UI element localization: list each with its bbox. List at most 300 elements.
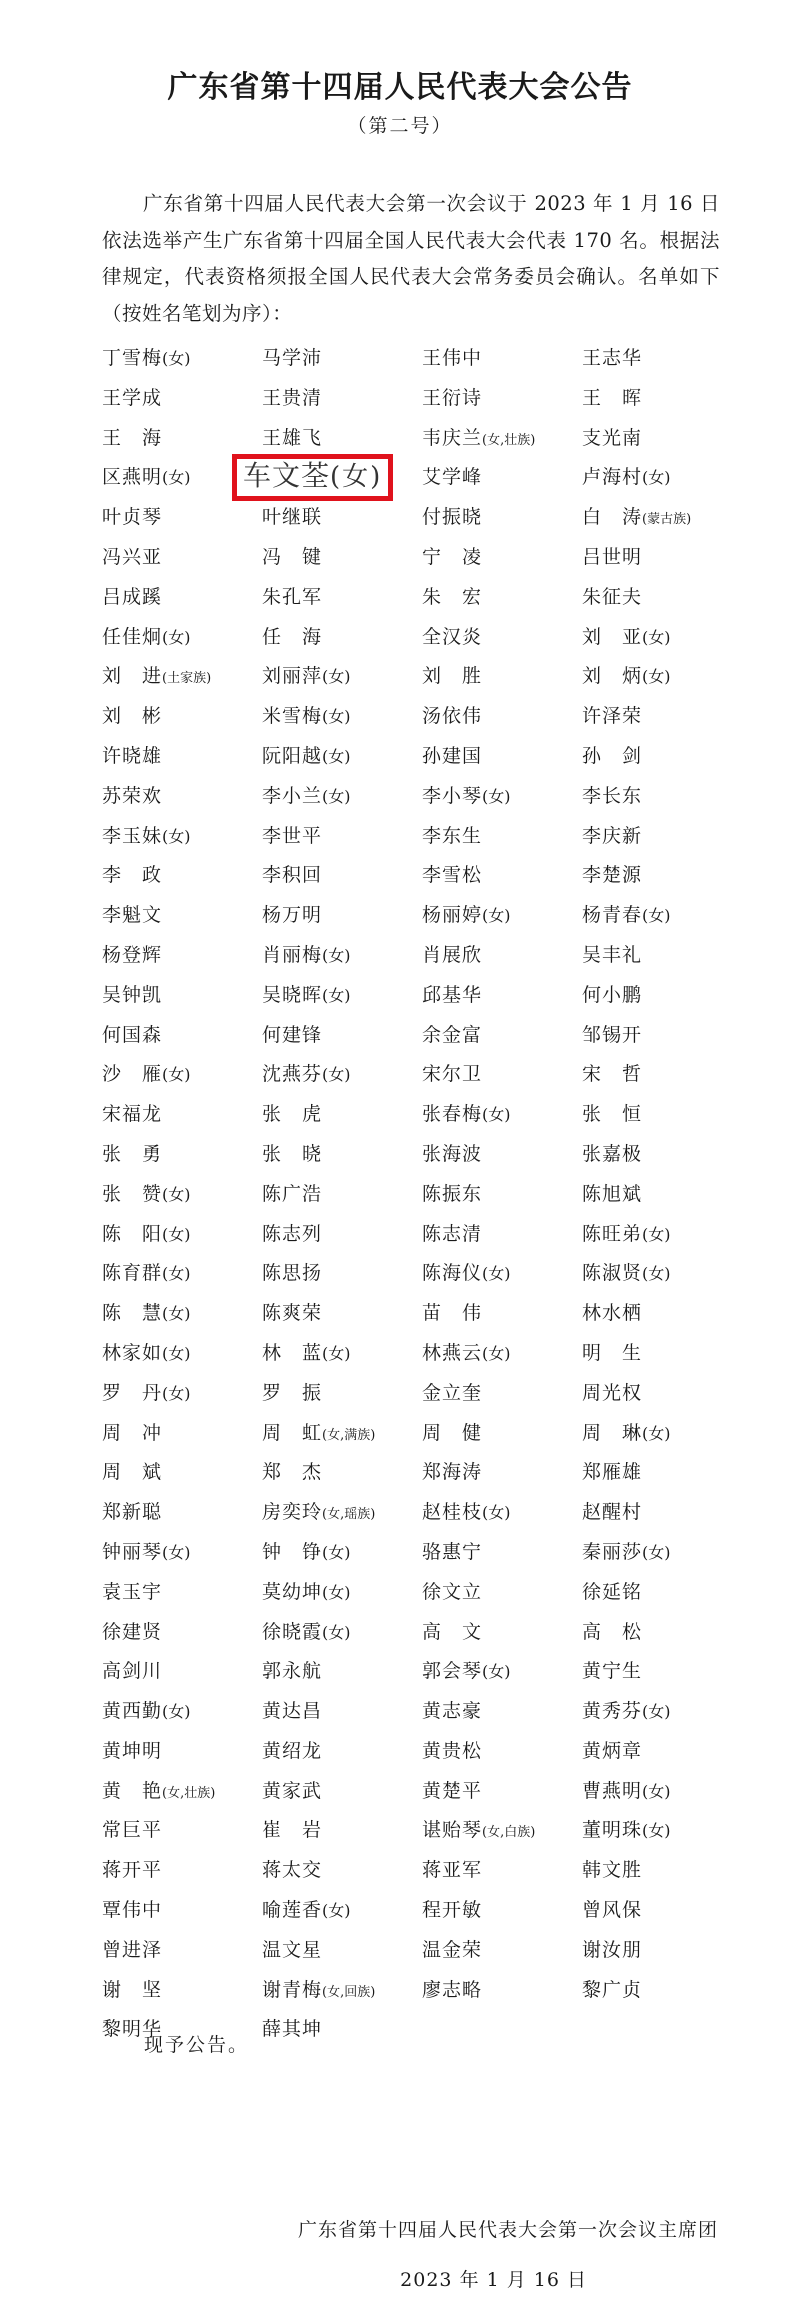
deputy-entry [102,704,162,728]
deputy-entry [102,1023,162,1047]
deputy-entry [102,1858,162,1882]
deputy-entry [102,664,211,691]
deputy-entry [422,824,482,848]
deputy-name: 郑 杰 [262,1461,323,1484]
deputy-name: 全汉炎 [422,625,483,648]
deputy-entry [102,1659,162,1683]
deputy-annotation: (女) [162,1224,191,1244]
deputy-entry [582,1699,671,1724]
deputy-entry [102,1739,162,1763]
deputy-name: 黄坤明 [102,1739,163,1762]
name-row [102,1301,742,1341]
deputy-name: 莫幼坤 [262,1580,323,1603]
deputy-name: 刘 胜 [422,665,483,688]
deputy-entry [422,983,482,1007]
deputy-name: 高 松 [582,1620,643,1643]
deputy-name: 李长东 [582,784,643,807]
deputy-name: 米雪梅 [262,705,323,728]
deputy-name: 杨丽婷 [422,904,483,927]
name-row [102,386,742,426]
deputy-annotation: (女) [482,786,511,806]
deputy-name: 金立奎 [422,1381,483,1404]
deputy-name: 许泽荣 [582,705,643,728]
deputy-annotation: (女) [322,1622,351,1642]
deputy-name-list [102,346,742,2057]
deputy-entry [582,1580,642,1604]
deputy-name: 王伟中 [422,347,483,369]
name-row [102,1699,742,1739]
deputy-name: 孙 剑 [582,744,643,767]
deputy-annotation: (女) [162,1264,191,1284]
deputy-name: 徐晓霞 [262,1620,323,1643]
deputy-entry [422,1620,482,1644]
deputy-name: 覃伟中 [102,1899,163,1922]
deputy-name: 郑海涛 [422,1461,483,1484]
deputy-name: 王 海 [102,426,163,449]
name-row [102,784,742,824]
deputy-entry [582,1898,642,1922]
name-row [102,1142,742,1182]
deputy-name: 黄志豪 [422,1700,483,1723]
deputy-name: 赵醒村 [582,1501,643,1524]
deputy-entry [102,1779,215,1806]
name-row [102,1261,742,1301]
name-row [102,1062,742,1102]
deputy-entry [102,1938,162,1962]
deputy-entry [582,346,642,370]
deputy-annotation: (女) [322,1901,351,1921]
deputy-entry [582,824,642,848]
deputy-entry [422,1858,482,1882]
deputy-name: 赵桂枝 [422,1501,483,1524]
deputy-entry [422,1261,511,1286]
deputy-entry [102,943,162,967]
deputy-entry [262,1620,351,1645]
deputy-annotation: (女) [642,1264,671,1284]
deputy-annotation: (女) [162,1184,191,1204]
deputy-entry [422,1540,482,1564]
name-row [102,625,742,665]
deputy-name: 罗 振 [262,1381,323,1404]
name-row [102,744,742,784]
deputy-annotation: (女) [162,1343,191,1363]
deputy-entry [422,863,482,887]
deputy-name: 谢汝朋 [582,1938,643,1961]
deputy-name: 刘 炳 [582,665,643,688]
deputy-entry [262,346,322,370]
deputy-entry [262,943,351,968]
deputy-name: 沈燕芬 [262,1063,323,1086]
deputy-entry [422,784,511,809]
deputy-entry [102,1142,162,1166]
deputy-annotation: (女) [162,349,191,368]
deputy-entry [262,1102,322,1126]
deputy-annotation: (女) [642,1542,671,1562]
deputy-entry [262,664,351,689]
deputy-annotation: (女) [482,1105,511,1125]
deputy-entry [262,1739,322,1763]
deputy-name: 杨登辉 [102,943,163,966]
deputy-annotation: (女) [482,1343,511,1363]
deputy-name: 宋尔卫 [422,1063,483,1086]
deputy-entry [422,1301,482,1325]
deputy-name: 温文星 [262,1938,323,1961]
deputy-entry [582,1739,642,1763]
deputy-entry [262,1938,322,1962]
deputy-annotation: (女) [162,1542,191,1562]
deputy-entry [262,1858,322,1882]
deputy-name: 黄绍龙 [262,1739,323,1762]
deputy-name: 刘丽萍 [262,665,323,688]
deputy-name: 房奕玲 [262,1501,323,1524]
name-row [102,505,742,545]
deputy-name: 徐延铭 [582,1580,643,1603]
deputy-entry [422,585,482,609]
deputy-name: 周 虹 [262,1421,323,1444]
deputy-entry [422,1978,482,2002]
deputy-name: 周 健 [422,1421,483,1444]
deputy-entry [422,1898,482,1922]
deputy-name: 李小兰 [262,784,323,807]
name-row [102,1938,742,1978]
deputy-entry [582,1222,671,1247]
deputy-entry [582,1978,642,2002]
deputy-entry [102,1421,162,1445]
deputy-name: 沙 雁 [102,1063,163,1086]
deputy-name: 汤依伟 [422,705,483,728]
deputy-entry [262,903,322,927]
name-row [102,1858,742,1898]
deputy-name: 林水栖 [582,1302,643,1325]
deputy-entry [422,625,482,649]
deputy-name: 张 赞 [102,1182,163,1205]
deputy-entry [582,704,642,728]
deputy-name: 陈淑贤 [582,1262,643,1285]
deputy-name: 黄 艳 [102,1779,163,1802]
deputy-entry [102,545,162,569]
deputy-annotation: (女) [642,1224,671,1244]
deputy-name: 朱征夫 [582,585,643,608]
name-row [102,1540,742,1580]
deputy-name: 喻莲香 [262,1899,323,1922]
deputy-name: 谢 坚 [102,1978,163,2001]
deputy-name: 宁 凌 [422,545,483,568]
deputy-name: 宋福龙 [102,1103,163,1126]
name-row [102,1023,742,1063]
deputy-entry [422,1341,511,1366]
deputy-entry [262,1301,322,1325]
deputy-name: 薛其坤 [262,2018,323,2041]
deputy-entry [262,1222,322,1246]
deputy-entry [102,1381,191,1406]
deputy-name: 杨万明 [262,904,323,927]
deputy-entry [102,1898,162,1922]
deputy-entry [262,1381,322,1405]
deputy-annotation: (女,白族) [482,1825,536,1841]
deputy-name: 罗 丹 [102,1381,163,1404]
deputy-entry [102,1818,162,1842]
deputy-name: 吴晓晖 [262,983,323,1006]
deputy-entry [582,1341,642,1365]
deputy-entry [582,664,671,689]
name-row [102,664,742,704]
deputy-name: 李小琴 [422,784,483,807]
deputy-entry [422,1938,482,1962]
deputy-entry [102,585,162,609]
deputy-name: 郑雁雄 [582,1461,643,1484]
deputy-entry [422,1142,482,1166]
deputy-entry [582,1938,642,1962]
deputy-name: 黄贵松 [422,1739,483,1762]
deputy-name: 陈 阳 [102,1222,163,1245]
deputy-entry [262,863,322,887]
deputy-name: 邱基华 [422,983,483,1006]
deputy-name: 骆惠宁 [422,1540,483,1563]
deputy-entry [102,1341,191,1366]
deputy-annotation: (女) [322,746,351,766]
deputy-annotation: (女) [322,1582,351,1602]
deputy-entry [102,1102,162,1126]
deputy-name: 刘 彬 [102,705,163,728]
deputy-entry [262,1818,322,1842]
deputy-annotation: (女) [322,1542,351,1562]
name-row [102,1818,742,1858]
deputy-entry [102,1978,162,2002]
deputy-annotation: (女) [642,906,671,926]
deputy-name: 周 斌 [102,1461,163,1484]
deputy-annotation: (女) [330,462,383,493]
deputy-name: 支光南 [582,426,643,449]
deputy-entry [262,1779,322,1803]
deputy-name: 林燕云 [422,1341,483,1364]
deputy-name: 袁玉宇 [102,1580,163,1603]
deputy-name: 周光权 [582,1381,643,1404]
deputy-name: 周 琳 [582,1421,643,1444]
deputy-entry [422,426,535,453]
deputy-entry [262,1500,375,1527]
deputy-annotation: (女) [162,1065,191,1085]
deputy-name: 王志华 [582,347,643,369]
deputy-annotation: (女) [322,1065,351,1085]
deputy-entry [582,505,691,532]
deputy-entry [582,465,671,490]
deputy-entry [262,1023,322,1047]
deputy-name: 李玉妹 [102,824,163,847]
deputy-entry [422,1500,511,1525]
deputy-entry [582,1102,642,1126]
name-row [102,1421,742,1461]
deputy-name: 林 蓝 [262,1341,323,1364]
name-row [102,1341,742,1381]
deputy-name: 徐文立 [422,1580,483,1603]
deputy-entry [262,426,322,450]
deputy-annotation: (女) [162,1702,191,1722]
deputy-entry [582,625,671,650]
deputy-name: 董明珠 [582,1819,643,1842]
deputy-entry [582,386,642,410]
deputy-name: 许晓雄 [102,744,163,767]
deputy-name: 陈海仪 [422,1262,483,1285]
deputy-annotation: (女) [322,1343,351,1363]
name-row [102,545,742,585]
deputy-name: 陈志清 [422,1222,483,1245]
deputy-name: 温金荣 [422,1938,483,1961]
deputy-entry [102,863,162,887]
deputy-annotation: (女) [642,1702,671,1722]
deputy-annotation: (女) [642,1423,671,1443]
deputy-entry [422,1182,482,1206]
deputy-name: 李积回 [262,864,323,887]
deputy-entry [422,1421,482,1445]
deputy-name: 李楚源 [582,864,643,887]
deputy-name: 廖志略 [422,1978,483,2001]
closing-text: 现予公告。 [144,2034,250,2056]
deputy-name: 李 政 [102,864,163,887]
deputy-entry [102,1062,191,1087]
deputy-entry [262,1261,322,1285]
deputy-entry [422,1739,482,1763]
deputy-entry [582,1659,642,1683]
deputy-name: 黎广贞 [582,1978,643,2001]
deputy-entry [102,1182,191,1207]
deputy-name: 明 生 [582,1341,643,1364]
deputy-annotation: (女) [162,627,191,647]
deputy-entry [582,1779,671,1804]
deputy-name: 黄西勤 [102,1700,163,1723]
deputy-entry [262,2017,322,2041]
name-row [102,1580,742,1620]
deputy-entry [102,625,191,650]
deputy-entry [582,1620,642,1644]
deputy-entry [102,1699,191,1724]
deputy-entry [102,1620,162,1644]
deputy-name: 王雄飞 [262,426,323,449]
deputy-name: 苗 伟 [422,1302,483,1325]
deputy-name: 程开敏 [422,1899,483,1922]
intro-paragraph: 广东省第十四届人民代表大会第一次会议于 2023 年 1 月 16 日依法选举产生广东省第十四届全国人民代表大会代表 170 名。根据法律规定，代表资格须报全国人民代表大会常务委员会确认。名单如下（按姓名笔划为序）： [102,192,720,325]
deputy-name: 陈 慧 [102,1302,163,1325]
deputy-annotation: (女) [482,1264,511,1284]
deputy-entry [422,1460,482,1484]
deputy-entry [102,824,191,849]
deputy-name: 宋 哲 [582,1063,643,1086]
deputy-annotation: (女) [482,906,511,926]
deputy-entry [582,784,642,808]
deputy-entry [102,983,162,1007]
deputy-name: 陈振东 [422,1182,483,1205]
deputy-name: 黄宁生 [582,1660,643,1683]
deputy-entry [262,505,322,529]
deputy-entry [262,1699,322,1723]
deputy-name: 苏荣欢 [102,784,163,807]
deputy-name: 任 海 [262,625,323,648]
deputy-entry [102,465,191,490]
deputy-entry [582,1540,671,1565]
deputy-name: 李雪松 [422,864,483,887]
deputy-entry [582,1500,642,1524]
deputy-name: 谌贻琴 [422,1819,483,1842]
deputy-entry [582,1818,671,1843]
announcement-date: 2023 年 1 月 16 日 [400,2269,587,2291]
highlighted-deputy-entry [232,454,393,501]
deputy-entry [262,1659,322,1683]
deputy-annotation: (女) [642,1821,671,1841]
name-row [102,1659,742,1699]
deputy-entry [262,625,322,649]
deputy-annotation: (女) [322,945,351,965]
name-row [102,1460,742,1500]
deputy-name: 叶继联 [262,506,323,529]
deputy-entry [262,585,322,609]
deputy-name: 林家如 [102,1341,163,1364]
deputy-name: 王衍诗 [422,386,483,409]
deputy-entry [262,1460,322,1484]
deputy-entry [262,1580,351,1605]
deputy-name: 常巨平 [102,1819,163,1842]
deputy-entry [422,1699,482,1723]
deputy-name: 郑新聪 [102,1501,163,1524]
deputy-entry [582,903,671,928]
deputy-annotation: (女) [642,1781,671,1801]
deputy-name: 何小鹏 [582,983,643,1006]
deputy-name: 冯 键 [262,545,323,568]
deputy-name: 张春梅 [422,1103,483,1126]
deputy-name: 张海波 [422,1142,483,1165]
deputy-name: 吴钟凯 [102,983,163,1006]
deputy-name: 张 勇 [102,1142,163,1165]
deputy-name: 陈思扬 [262,1262,323,1285]
deputy-name: 吕世明 [582,545,643,568]
deputy-name: 崔 岩 [262,1819,323,1842]
name-row [102,585,742,625]
deputy-entry [422,1580,482,1604]
deputy-annotation: (女) [642,468,671,488]
deputy-entry [422,1102,511,1127]
deputy-entry [422,505,482,529]
deputy-entry [262,1978,375,2005]
deputy-entry [102,426,162,450]
deputy-name: 王学成 [102,386,163,409]
deputy-name: 谢青梅 [262,1978,323,2001]
deputy-annotation: (女) [482,1503,511,1523]
deputy-entry [582,1858,642,1882]
deputy-entry [582,1142,642,1166]
deputy-name: 冯兴亚 [102,545,163,568]
deputy-name: 李魁文 [102,904,163,927]
deputy-entry [582,585,642,609]
deputy-name: 肖展欣 [422,943,483,966]
deputy-entry [262,1182,322,1206]
deputy-name: 曹燕明 [582,1779,643,1802]
deputy-entry [102,1580,162,1604]
deputy-entry [102,346,191,371]
deputy-annotation: (女) [162,826,191,846]
deputy-name: 黄达昌 [262,1700,323,1723]
deputy-name: 高 文 [422,1620,483,1643]
deputy-annotation: (女) [482,1662,511,1682]
deputy-entry [262,784,351,809]
deputy-name: 黎明华 [102,2018,163,2041]
deputy-entry [102,903,162,927]
deputy-entry [102,784,162,808]
name-row [102,943,742,983]
deputy-entry [422,1779,482,1803]
deputy-name: 陈旭斌 [582,1182,643,1205]
deputy-name: 黄家武 [262,1779,323,1802]
deputy-entry [582,1460,642,1484]
deputy-entry [102,505,162,529]
deputy-name: 吴丰礼 [582,943,643,966]
